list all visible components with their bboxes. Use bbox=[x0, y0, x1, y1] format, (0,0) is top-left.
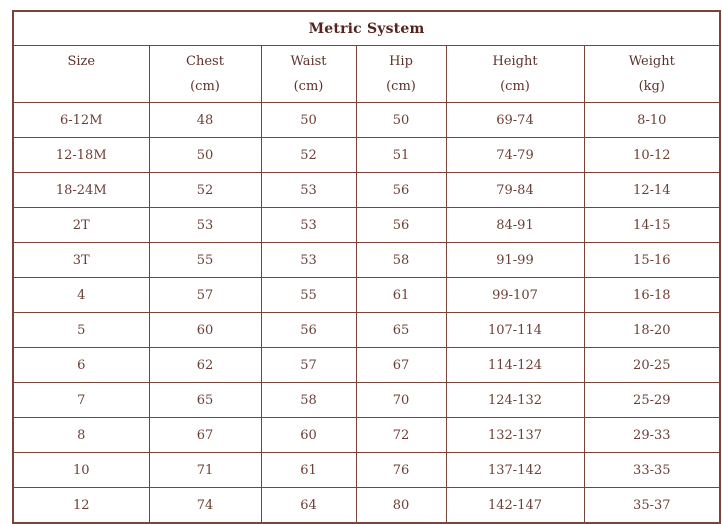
value-cell: 50 bbox=[149, 138, 261, 173]
table-row bbox=[13, 138, 720, 173]
value-cell: 35-37 bbox=[584, 488, 720, 524]
value-cell: 12-14 bbox=[584, 173, 720, 208]
table-row bbox=[13, 488, 720, 524]
value-cell: 91-99 bbox=[446, 243, 584, 278]
size-cell: 12-18M bbox=[13, 138, 149, 173]
column-label: Hip bbox=[389, 54, 413, 69]
table-title-row bbox=[13, 11, 720, 46]
size-cell: 12 bbox=[13, 488, 149, 524]
value-cell: 74 bbox=[149, 488, 261, 524]
metric-system-table bbox=[12, 10, 721, 524]
table-row bbox=[13, 103, 720, 138]
value-cell: 53 bbox=[261, 243, 356, 278]
value-cell: 18-20 bbox=[584, 313, 720, 348]
value-cell: 55 bbox=[261, 278, 356, 313]
size-cell: 3T bbox=[13, 243, 149, 278]
value-cell: 132-137 bbox=[446, 418, 584, 453]
column-label: Chest bbox=[186, 54, 224, 69]
value-cell: 52 bbox=[149, 173, 261, 208]
value-cell: 107-114 bbox=[446, 313, 584, 348]
value-cell: 58 bbox=[356, 243, 446, 278]
value-cell: 72 bbox=[356, 418, 446, 453]
value-cell: 137-142 bbox=[446, 453, 584, 488]
column-header-waist bbox=[261, 46, 356, 103]
value-cell: 8-10 bbox=[584, 103, 720, 138]
value-cell: 16-18 bbox=[584, 278, 720, 313]
size-cell: 2T bbox=[13, 208, 149, 243]
table-row bbox=[13, 243, 720, 278]
value-cell: 55 bbox=[149, 243, 261, 278]
value-cell: 56 bbox=[356, 208, 446, 243]
size-cell: 5 bbox=[13, 313, 149, 348]
value-cell: 53 bbox=[149, 208, 261, 243]
table-title: Metric System bbox=[13, 11, 720, 46]
column-label: Size bbox=[67, 54, 96, 69]
size-cell: 10 bbox=[13, 453, 149, 488]
value-cell: 61 bbox=[356, 278, 446, 313]
column-label: Height bbox=[492, 54, 538, 69]
value-cell: 14-15 bbox=[584, 208, 720, 243]
value-cell: 20-25 bbox=[584, 348, 720, 383]
value-cell: 61 bbox=[261, 453, 356, 488]
value-cell: 33-35 bbox=[584, 453, 720, 488]
table-row bbox=[13, 348, 720, 383]
column-header-weight bbox=[584, 46, 720, 103]
value-cell: 57 bbox=[261, 348, 356, 383]
value-cell: 51 bbox=[356, 138, 446, 173]
value-cell: 114-124 bbox=[446, 348, 584, 383]
value-cell: 69-74 bbox=[446, 103, 584, 138]
value-cell: 70 bbox=[356, 383, 446, 418]
value-cell: 53 bbox=[261, 173, 356, 208]
value-cell: 53 bbox=[261, 208, 356, 243]
value-cell: 99-107 bbox=[446, 278, 584, 313]
table-row bbox=[13, 453, 720, 488]
value-cell: 15-16 bbox=[584, 243, 720, 278]
column-header-height bbox=[446, 46, 584, 103]
value-cell: 58 bbox=[261, 383, 356, 418]
column-label: Weight bbox=[628, 54, 675, 69]
value-cell: 67 bbox=[149, 418, 261, 453]
column-header-hip bbox=[356, 46, 446, 103]
column-unit: (kg) bbox=[638, 79, 665, 94]
column-unit: (cm) bbox=[500, 79, 530, 94]
table-row bbox=[13, 208, 720, 243]
column-header-size bbox=[13, 46, 149, 103]
value-cell: 74-79 bbox=[446, 138, 584, 173]
value-cell: 60 bbox=[261, 418, 356, 453]
value-cell: 50 bbox=[261, 103, 356, 138]
column-unit: (cm) bbox=[190, 79, 220, 94]
value-cell: 56 bbox=[261, 313, 356, 348]
value-cell: 64 bbox=[261, 488, 356, 524]
column-header-chest bbox=[149, 46, 261, 103]
size-cell: 8 bbox=[13, 418, 149, 453]
value-cell: 57 bbox=[149, 278, 261, 313]
column-unit: (cm) bbox=[386, 79, 416, 94]
value-cell: 124-132 bbox=[446, 383, 584, 418]
value-cell: 50 bbox=[356, 103, 446, 138]
table-header-row bbox=[13, 46, 720, 103]
column-label: Waist bbox=[290, 54, 327, 69]
table-row bbox=[13, 173, 720, 208]
value-cell: 76 bbox=[356, 453, 446, 488]
size-chart bbox=[12, 10, 721, 524]
size-cell: 7 bbox=[13, 383, 149, 418]
table-row bbox=[13, 313, 720, 348]
size-cell: 4 bbox=[13, 278, 149, 313]
column-unit: (cm) bbox=[293, 79, 324, 94]
value-cell: 52 bbox=[261, 138, 356, 173]
value-cell: 10-12 bbox=[584, 138, 720, 173]
value-cell: 67 bbox=[356, 348, 446, 383]
value-cell: 29-33 bbox=[584, 418, 720, 453]
table-row bbox=[13, 383, 720, 418]
size-cell: 18-24M bbox=[13, 173, 149, 208]
value-cell: 142-147 bbox=[446, 488, 584, 524]
size-cell: 6-12M bbox=[13, 103, 149, 138]
size-cell: 6 bbox=[13, 348, 149, 383]
value-cell: 79-84 bbox=[446, 173, 584, 208]
value-cell: 80 bbox=[356, 488, 446, 524]
table-row bbox=[13, 418, 720, 453]
value-cell: 71 bbox=[149, 453, 261, 488]
value-cell: 65 bbox=[356, 313, 446, 348]
table-row bbox=[13, 278, 720, 313]
value-cell: 48 bbox=[149, 103, 261, 138]
value-cell: 56 bbox=[356, 173, 446, 208]
value-cell: 65 bbox=[149, 383, 261, 418]
value-cell: 62 bbox=[149, 348, 261, 383]
value-cell: 60 bbox=[149, 313, 261, 348]
value-cell: 84-91 bbox=[446, 208, 584, 243]
value-cell: 25-29 bbox=[584, 383, 720, 418]
